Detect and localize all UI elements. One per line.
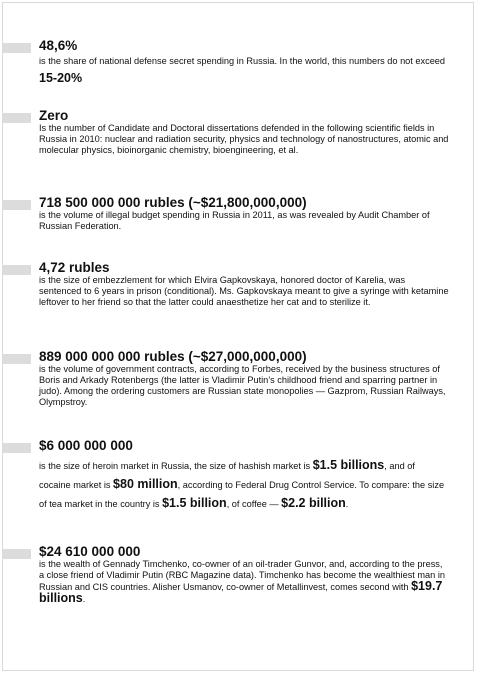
fact-title: 718 500 000 000 rubles (~$21,800,000,000): [39, 195, 307, 210]
fact-body: Is the number of Candidate and Doctoral dissertations defended in the following scientific fields in Russia in 2010: nuclear and radiation security, physics and technology of nanostructures, atomic and molecular physics, bioinorganic chemistry, bioengineering, et al.: [39, 123, 449, 155]
fact-highlight: $1.5 billions: [312, 458, 385, 472]
fact-body: is the size of embezzlement for which Elvira Gapkovskaya, honored doctor of Karelia, was sentenced to 6 years in prison (conditional). Ms. Gapkovskaya meant to give a syringe with ketamine leftover to her friend so that the latter could anaesthetize her cat and to sterilize it.: [39, 275, 449, 307]
fact-text: is the size of heroin market in Russia, the size of hashish market is: [39, 461, 313, 471]
fact-title: 4,72 rubles: [39, 260, 110, 275]
fact-2: [39, 108, 449, 156]
fact-body: [39, 53, 449, 88]
fact-3: [39, 195, 449, 232]
fact-text: , according to Federal Drug Control Service. To compare: the size of tea market in the country is: [39, 480, 445, 509]
fact-title: 889 000 000 000 rubles (~$27,000,000,000): [39, 349, 307, 364]
fact-text: is the share of national defense secret spending in Russia. In the world, this numbers do not exceed: [39, 56, 446, 66]
fact-title: $6 000 000 000: [39, 438, 133, 453]
fact-highlight: $1.5 billion: [162, 496, 227, 510]
section-marker: [2, 354, 31, 364]
fact-text: .: [345, 499, 349, 509]
fact-5: [39, 349, 449, 408]
fact-highlight: $2.2 billion: [281, 496, 346, 510]
fact-title: Zero: [39, 108, 69, 123]
section-marker: [2, 113, 31, 123]
section-marker: [2, 265, 31, 275]
fact-title: $24 610 000 000: [39, 544, 141, 559]
fact-text: , of coffee —: [226, 499, 282, 509]
fact-title: 48,6%: [39, 38, 78, 53]
fact-4: [39, 260, 449, 308]
fact-text: is the wealth of Gennady Timchenko, co-owner of an oil-trader Gunvor, and, according to the press, a close friend of Vladimir Putin (RBC Magazine data). Timchenko has become the wealthiest man in Russian and CIS countries. Alisher Usmanov, co-owner of Metallinvest, comes second with: [39, 559, 445, 592]
fact-body: [39, 456, 449, 513]
fact-highlight: 15-20%: [39, 71, 83, 85]
fact-body: [39, 559, 449, 605]
fact-1: [39, 38, 449, 88]
section-marker: [2, 200, 31, 210]
section-marker: [2, 43, 31, 53]
fact-text: .: [82, 594, 86, 604]
section-marker: [2, 443, 31, 453]
fact-highlight: $19.7 billions: [39, 579, 443, 605]
fact-highlight: $80 million: [113, 477, 178, 491]
fact-7: [39, 544, 449, 605]
section-marker: [2, 549, 31, 559]
fact-6: [39, 438, 449, 513]
fact-body: is the volume of illegal budget spending in Russia in 2011, as was revealed by Audit Chamber of Russian Federation.: [39, 210, 430, 231]
fact-body: is the volume of government contracts, according to Forbes, received by the business structures of Boris and Arkady Rotenbergs (the latter is Vladimir Putin’s childhood friend and sparring partner in judo). Among the ordering customers are Russian state monopolies — Gazprom, Russian Railways, Olympstroy.: [39, 364, 446, 407]
fact-text: , and of cocaine market is: [39, 461, 415, 490]
